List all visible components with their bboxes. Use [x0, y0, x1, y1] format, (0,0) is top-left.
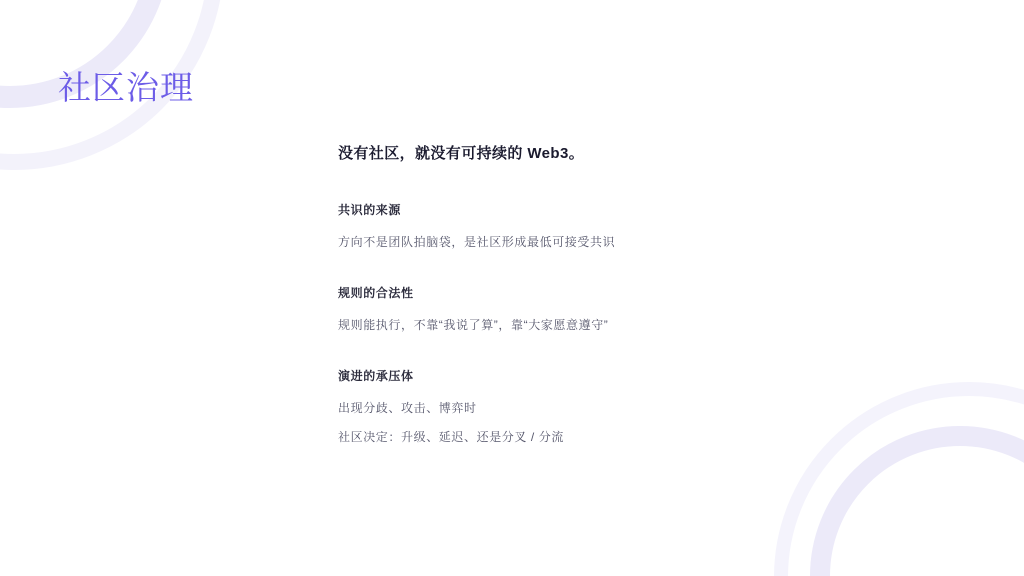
section-block — [338, 283, 898, 336]
lead-statement: 没有社区，就没有可持续的 Web3。 — [338, 145, 585, 162]
slide-content — [338, 142, 898, 448]
section-heading: 规则的合法性 — [338, 286, 414, 300]
section-heading: 共识的来源 — [338, 203, 402, 217]
section-line: 出现分歧、攻击、博弈时 — [338, 401, 477, 415]
page-title: 社区治理 — [58, 69, 194, 107]
section-heading: 演进的承压体 — [338, 369, 414, 383]
section-block — [338, 366, 898, 448]
section-line: 规则能执行，不靠“我说了算”，靠“大家愿意遵守” — [338, 318, 609, 332]
section-block — [338, 200, 898, 253]
section-line: 方向不是团队拍脑袋，是社区形成最低可接受共识 — [338, 235, 616, 249]
section-line: 社区决定：升级、延迟、还是分叉 / 分流 — [338, 430, 565, 444]
